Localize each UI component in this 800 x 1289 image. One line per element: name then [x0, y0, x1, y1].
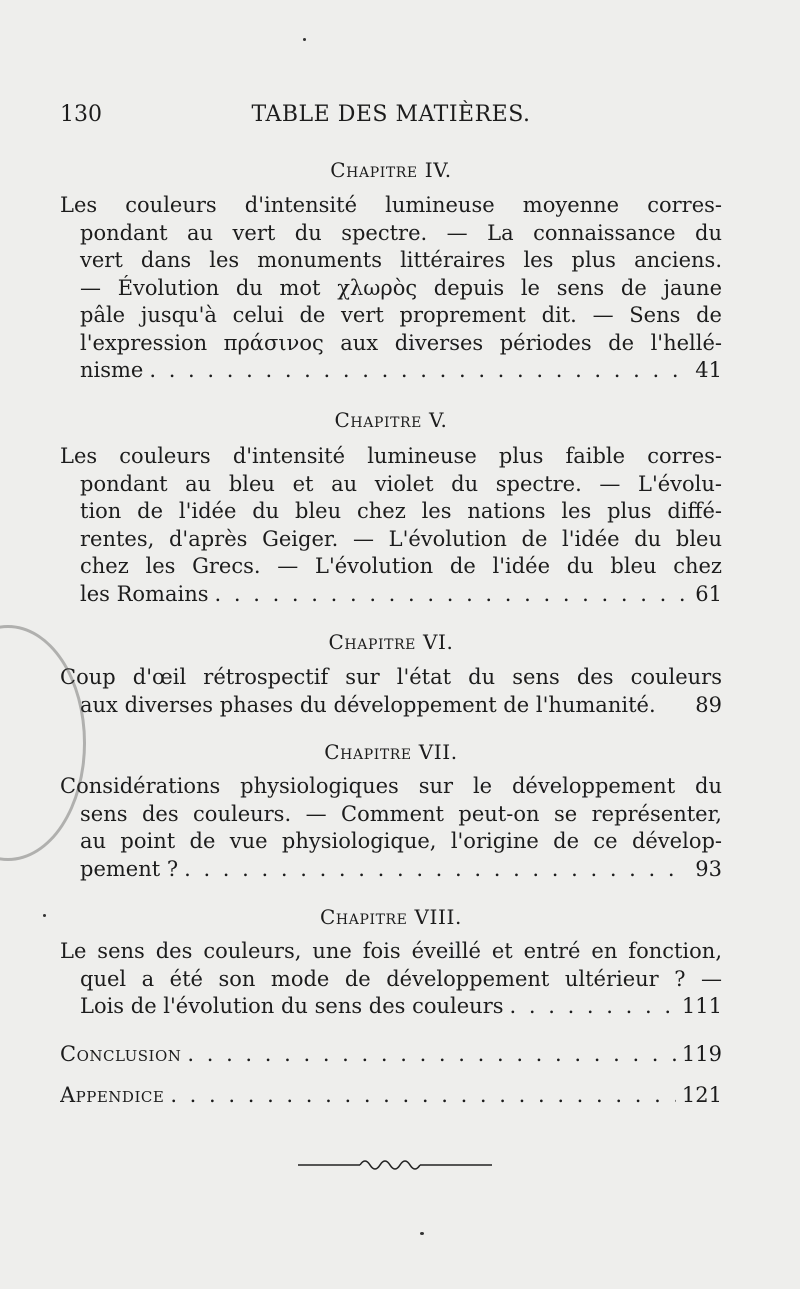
- dot-leader: [510, 993, 676, 1021]
- chapter-6-entry: [60, 664, 722, 719]
- entry-page-number: 89: [695, 692, 722, 717]
- chapter-8-entry: [60, 938, 722, 1021]
- chapter-6-heading: Chapitre VI.: [328, 630, 454, 654]
- dot-leader: [170, 1082, 676, 1110]
- entry-line: Les couleurs d'intensité lumineuse plus faible corres-: [60, 444, 722, 468]
- chapter-7-entry: [60, 773, 722, 883]
- chapter-5-heading: Chapitre V.: [334, 408, 448, 432]
- chapter-8-heading: Chapitre VIII.: [320, 905, 462, 929]
- entry-last-line: [60, 692, 722, 720]
- chapter-7-heading: Chapitre VII.: [324, 740, 458, 764]
- dot-leader: [187, 1041, 676, 1069]
- chapter-5-entry: [60, 443, 722, 608]
- entry-line: au point de vue physiologique, l'origine de ce dévelop-: [80, 829, 722, 853]
- entry-line: sens des couleurs. — Comment peut-on se représenter,: [80, 801, 722, 826]
- entry-last-text: aux diverses phases du développement de l'humanité.: [80, 692, 656, 717]
- conclusion-entry: [60, 1041, 722, 1069]
- entry-line: pâle jusqu'à celui de vert proprement dit. — Sens de: [80, 303, 722, 327]
- entry-last-text: les Romains: [80, 581, 209, 606]
- conclusion-page-number: 119: [681, 1042, 722, 1066]
- entry-line: rentes, d'après Geiger. — L'évolution de l'idée du bleu: [80, 526, 722, 551]
- entry-line: chez les Grecs. — L'évolution de l'idée du bleu chez: [80, 554, 722, 578]
- conclusion-line: [60, 1041, 722, 1069]
- entry-line: vert dans les monuments littéraires les plus anciens.: [80, 248, 722, 272]
- ornamental-rule: [298, 1153, 492, 1177]
- ornament-wave: [360, 1161, 420, 1169]
- entry-line: tion de l'idée du bleu chez les nations les plus diffé-: [80, 499, 722, 523]
- entry-page-number: 111: [681, 994, 722, 1018]
- entry-page-number: 93: [695, 856, 722, 881]
- entry-line: Coup d'œil rétrospectif sur l'état du sens des couleurs: [60, 665, 722, 689]
- entry-line: pondant au bleu et au violet du spectre. — L'évolu-: [80, 471, 722, 496]
- entry-line: quel a été son mode de développement ultérieur ? —: [80, 966, 722, 991]
- entry-line: — Évolution du mot χλωρὸς depuis le sens de jaune: [80, 275, 722, 300]
- appendix-entry: [60, 1082, 722, 1110]
- entry-line: Considérations physiologiques sur le développement du: [60, 774, 722, 798]
- chapter-4-entry: [60, 192, 722, 385]
- paper-speck: [43, 914, 46, 917]
- running-head: [60, 102, 722, 138]
- chapter-4-heading: Chapitre IV.: [330, 158, 452, 182]
- paper-speck: [303, 38, 306, 41]
- entry-last-line: [60, 357, 722, 385]
- entry-line: Les couleurs d'intensité lumineuse moyenne corres-: [60, 193, 722, 217]
- entry-last-line: [60, 581, 722, 609]
- dot-leader: [149, 357, 686, 385]
- paper-speck: [420, 1232, 424, 1235]
- entry-last-text: Lois de l'évolution du sens des couleurs: [80, 994, 504, 1018]
- appendix-label: Appendice: [60, 1083, 165, 1107]
- page-number: 130: [60, 102, 102, 127]
- entry-line: l'expression πράσινος aux diverses périodes de l'hellé-: [80, 330, 722, 355]
- conclusion-label: Conclusion: [60, 1042, 182, 1066]
- entry-line: pondant au vert du spectre. — La connaissance du: [80, 220, 722, 245]
- appendix-page-number: 121: [681, 1083, 722, 1107]
- entry-page-number: 61: [695, 581, 722, 606]
- entry-last-line: [60, 856, 722, 884]
- entry-page-number: 41: [695, 358, 722, 382]
- entry-last-line: [60, 993, 722, 1021]
- entry-last-text: pement ?: [80, 856, 179, 881]
- entry-line: Le sens des couleurs, une fois éveillé et entré en fonction,: [60, 939, 722, 963]
- entry-last-text: nisme: [80, 358, 144, 382]
- running-title: TABLE DES MATIÈRES.: [251, 102, 531, 127]
- appendix-line: [60, 1082, 722, 1110]
- dot-leader: [184, 856, 686, 884]
- dot-leader: [215, 581, 686, 609]
